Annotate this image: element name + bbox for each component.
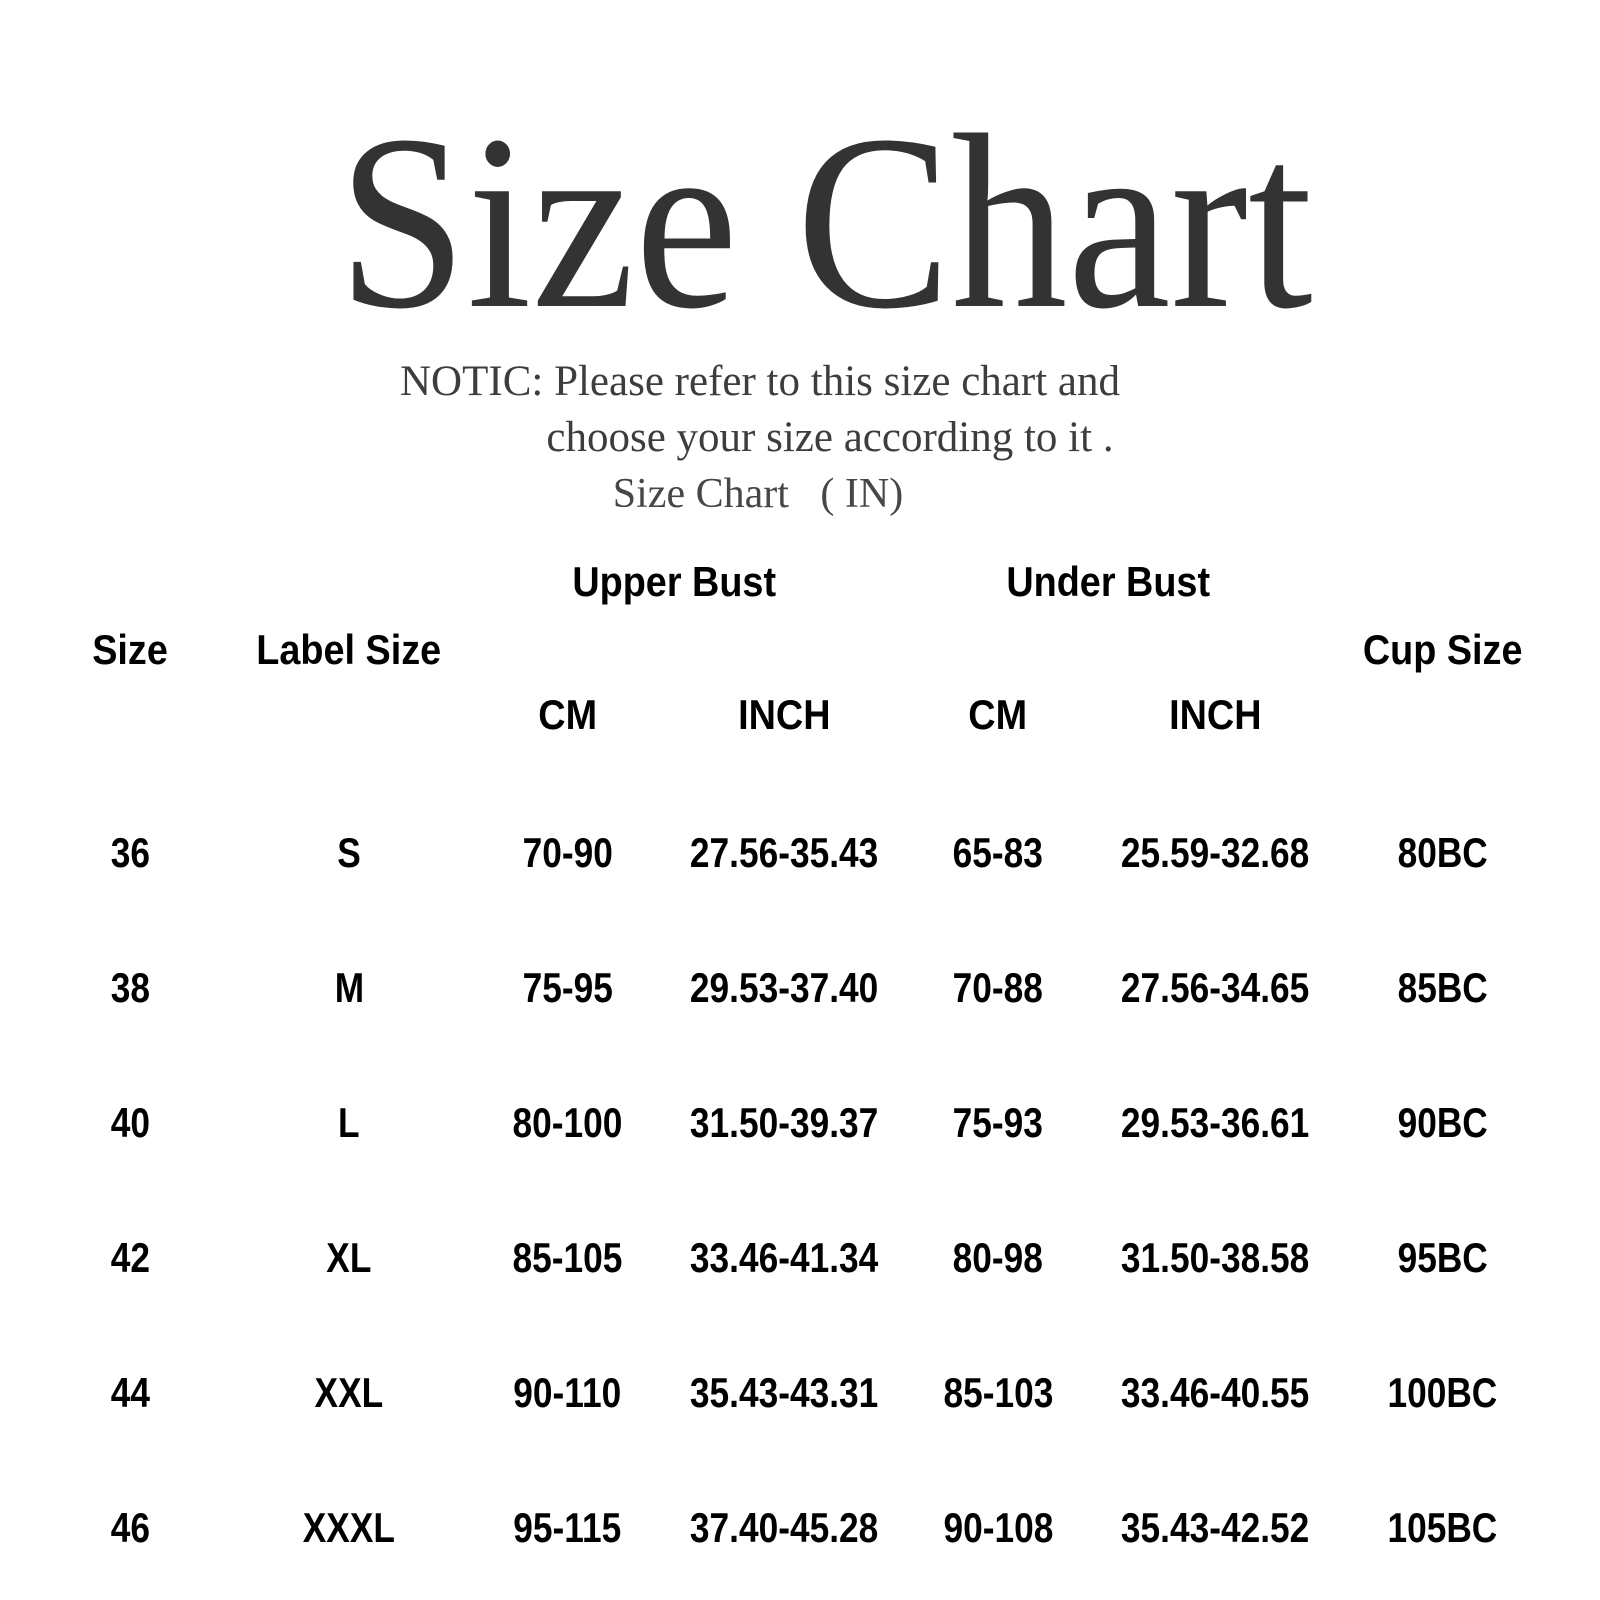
cell-under-bust-cm: 65-83 [952,828,1044,876]
cell-under-bust-cm: 80-98 [952,1233,1044,1281]
cell-under-bust-cm: 70-88 [952,963,1044,1011]
cell-cup-size: 80BC [1397,828,1488,876]
cell-size: 36 [110,828,150,876]
cell-upper-bust-cm: 90-110 [513,1368,622,1416]
cell-under-bust-cm: 75-93 [952,1098,1044,1146]
cell-label-size: M [334,963,364,1011]
col-header-label-size: Label Size [256,626,442,673]
cell-under-bust-cm: 85-103 [943,1368,1053,1416]
unit-header-upper-cm: CM [538,691,597,738]
cell-label-size: XL [326,1233,372,1281]
cell-label-size: L [338,1098,360,1146]
cell-cup-size: 85BC [1397,963,1488,1011]
cell-upper-bust-inch: 35.43-43.31 [689,1368,879,1416]
notice-line-2: choose your size according to it . [546,414,1114,461]
cell-label-size: XXXL [302,1503,396,1551]
page-title [0,84,1600,361]
cell-size: 38 [110,963,150,1011]
cell-upper-bust-cm: 70-90 [522,828,613,876]
cell-upper-bust-cm: 85-105 [512,1233,623,1281]
notice-block [0,354,1600,522]
cell-upper-bust-inch: 27.56-35.43 [689,828,879,876]
cell-upper-bust-inch: 31.50-39.37 [689,1098,879,1146]
size-table [0,548,1600,1595]
cell-upper-bust-cm: 80-100 [512,1098,623,1146]
cell-upper-bust-cm: 95-115 [513,1503,622,1551]
cell-upper-bust-inch: 37.40-45.28 [689,1503,879,1551]
cell-under-bust-inch: 29.53-36.61 [1120,1098,1310,1146]
cell-upper-bust-inch: 33.46-41.34 [689,1233,879,1281]
cell-size: 40 [110,1098,150,1146]
cell-upper-bust-inch: 29.53-37.40 [689,963,879,1011]
unit-subtitle: Size Chart ( IN) [612,471,904,517]
cell-cup-size: 95BC [1397,1233,1488,1281]
cell-under-bust-inch: 31.50-38.58 [1120,1233,1310,1281]
page-title-text: Size Chart [337,84,1313,361]
cell-under-bust-inch: 35.43-42.52 [1120,1503,1310,1551]
cell-cup-size: 100BC [1387,1368,1498,1416]
cell-label-size: S [337,828,361,876]
group-header-upper-bust: Upper Bust [572,558,777,605]
cell-under-bust-inch: 25.59-32.68 [1120,828,1310,876]
cell-under-bust-inch: 33.46-40.55 [1120,1368,1310,1416]
cell-under-bust-inch: 27.56-34.65 [1120,963,1310,1011]
notice-line-1: NOTIC: Please refer to this size chart and [400,358,1120,405]
col-header-size: Size [92,626,168,673]
col-header-cup-size: Cup Size [1362,626,1523,673]
cell-cup-size: 105BC [1387,1503,1498,1551]
group-header-under-bust: Under Bust [1006,558,1210,605]
unit-header-upper-inch: INCH [737,691,831,738]
cell-upper-bust-cm: 75-95 [522,963,613,1011]
cell-under-bust-cm: 90-108 [943,1503,1053,1551]
unit-header-under-cm: CM [968,691,1028,738]
cell-size: 46 [110,1503,150,1551]
cell-size: 42 [110,1233,150,1281]
cell-cup-size: 90BC [1397,1098,1488,1146]
unit-header-under-inch: INCH [1168,691,1262,738]
cell-label-size: XXL [314,1368,384,1416]
cell-size: 44 [110,1368,150,1416]
